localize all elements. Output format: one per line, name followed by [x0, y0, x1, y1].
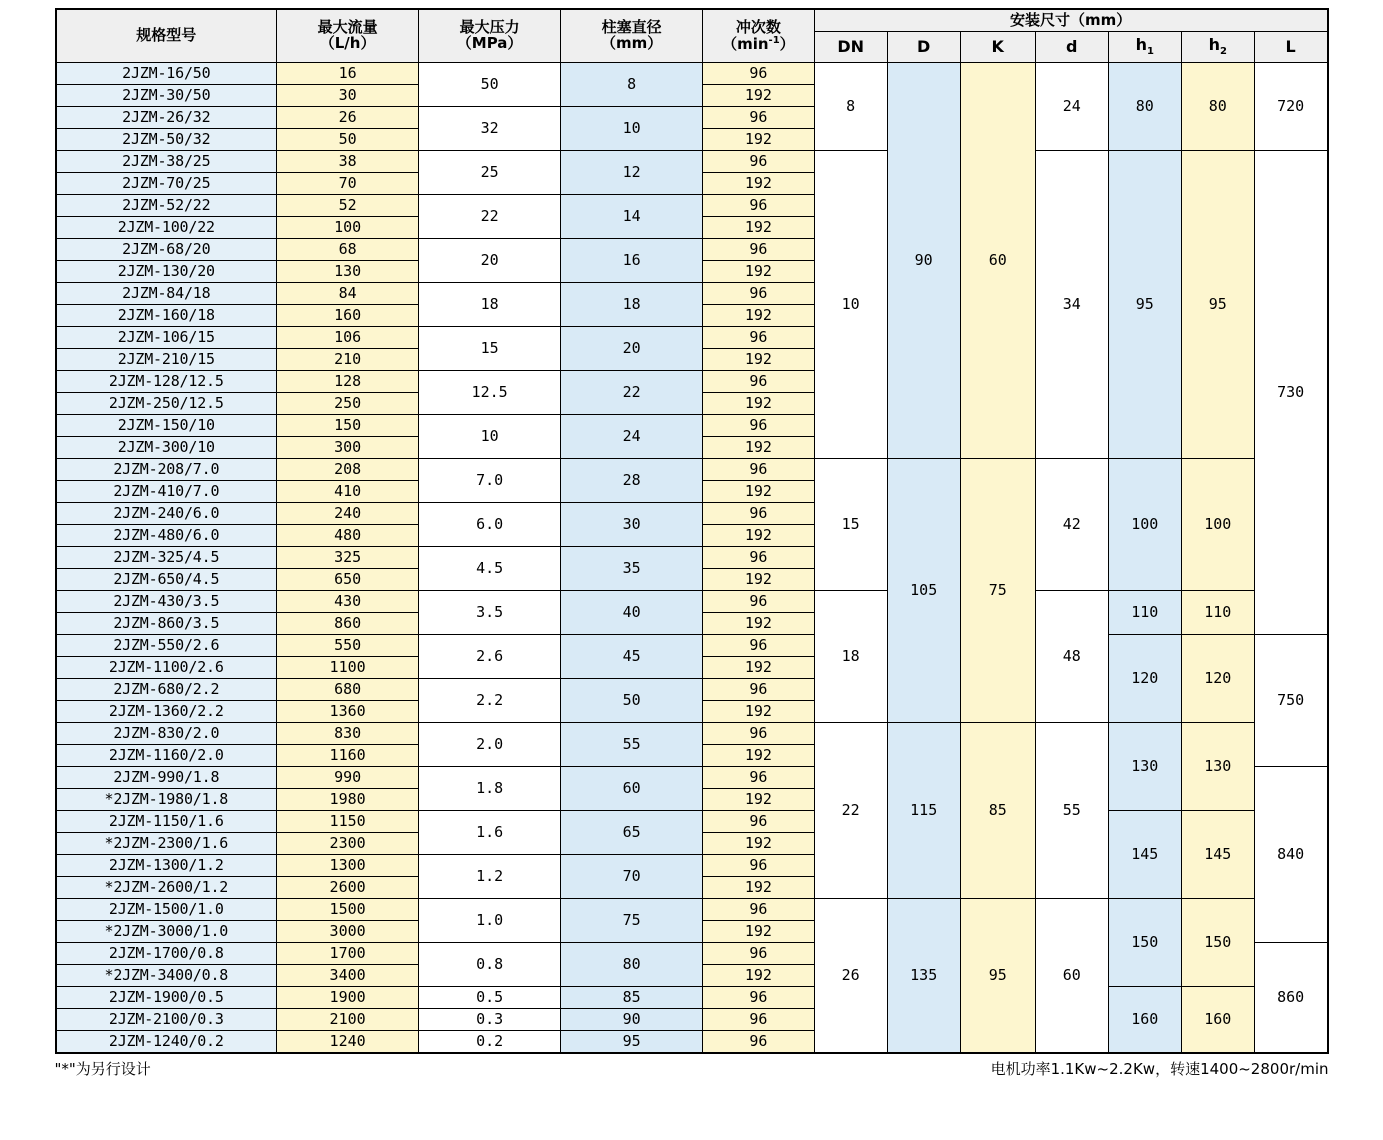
cell-d: 115 [887, 723, 960, 899]
cell-model: 2JZM-130/20 [56, 261, 277, 283]
cell-max-flow: 480 [277, 525, 419, 547]
cell-k: 85 [960, 723, 1035, 899]
cell-dn: 10 [814, 151, 887, 459]
col-header-max-pressure [419, 9, 561, 63]
cell-model: 2JZM-52/22 [56, 195, 277, 217]
cell-max-flow: 410 [277, 481, 419, 503]
cell-model: 2JZM-250/12.5 [56, 393, 277, 415]
cell-model: 2JZM-1150/1.6 [56, 811, 277, 833]
col-header-max-flow-line1: 最大流量 [317, 18, 378, 37]
cell-max-pressure: 20 [419, 239, 561, 283]
cell-stroke-count: 96 [703, 591, 815, 613]
cell-model: 2JZM-100/22 [56, 217, 277, 239]
cell-max-flow: 2100 [277, 1009, 419, 1031]
cell-max-flow: 1300 [277, 855, 419, 877]
cell-model: 2JZM-68/20 [56, 239, 277, 261]
table-row [56, 811, 1328, 833]
cell-max-flow: 68 [277, 239, 419, 261]
cell-d-small: 34 [1035, 151, 1108, 459]
cell-stroke-count: 192 [703, 921, 815, 943]
cell-max-pressure: 6.0 [419, 503, 561, 547]
cell-stroke-count: 96 [703, 679, 815, 701]
cell-h2: 160 [1181, 987, 1254, 1054]
cell-stroke-count: 192 [703, 261, 815, 283]
col-header-d: D [887, 32, 960, 63]
cell-model: 2JZM-430/3.5 [56, 591, 277, 613]
cell-l: 730 [1254, 151, 1327, 635]
cell-l: 720 [1254, 63, 1327, 151]
cell-model: 2JZM-1900/0.5 [56, 987, 277, 1009]
cell-h1: 110 [1108, 591, 1181, 635]
cell-max-flow: 1100 [277, 657, 419, 679]
cell-plunger-diameter: 45 [561, 635, 703, 679]
cell-model: 2JZM-2100/0.3 [56, 1009, 277, 1031]
cell-stroke-count: 96 [703, 327, 815, 349]
cell-max-flow: 38 [277, 151, 419, 173]
cell-stroke-count: 96 [703, 987, 815, 1009]
col-header-k: K [960, 32, 1035, 63]
cell-model: 2JZM-70/25 [56, 173, 277, 195]
cell-model: 2JZM-1100/2.6 [56, 657, 277, 679]
cell-model: 2JZM-1500/1.0 [56, 899, 277, 921]
cell-plunger-diameter: 75 [561, 899, 703, 943]
table-row [56, 63, 1328, 85]
cell-plunger-diameter: 14 [561, 195, 703, 239]
cell-stroke-count: 192 [703, 393, 815, 415]
cell-max-flow: 240 [277, 503, 419, 525]
cell-d-small: 24 [1035, 63, 1108, 151]
cell-plunger-diameter: 95 [561, 1031, 703, 1054]
cell-max-pressure: 18 [419, 283, 561, 327]
cell-stroke-count: 96 [703, 283, 815, 305]
col-header-stroke-exponent: -1 [768, 34, 780, 46]
cell-max-flow: 84 [277, 283, 419, 305]
cell-h1: 120 [1108, 635, 1181, 723]
cell-plunger-diameter: 90 [561, 1009, 703, 1031]
cell-d: 90 [887, 63, 960, 459]
cell-max-pressure: 0.8 [419, 943, 561, 987]
cell-max-pressure: 4.5 [419, 547, 561, 591]
cell-k: 75 [960, 459, 1035, 723]
cell-max-flow: 2600 [277, 877, 419, 899]
cell-h1: 160 [1108, 987, 1181, 1054]
cell-dn: 18 [814, 591, 887, 723]
cell-plunger-diameter: 80 [561, 943, 703, 987]
cell-stroke-count: 192 [703, 349, 815, 371]
cell-dn: 8 [814, 63, 887, 151]
cell-plunger-diameter: 8 [561, 63, 703, 107]
cell-plunger-diameter: 30 [561, 503, 703, 547]
cell-max-flow: 325 [277, 547, 419, 569]
cell-stroke-count: 192 [703, 965, 815, 987]
cell-stroke-count: 96 [703, 1031, 815, 1054]
col-header-max-flow [277, 9, 419, 63]
cell-d: 105 [887, 459, 960, 723]
table-row [56, 987, 1328, 1009]
cell-max-flow: 1160 [277, 745, 419, 767]
cell-stroke-count: 96 [703, 943, 815, 965]
cell-model: 2JZM-128/12.5 [56, 371, 277, 393]
col-header-stroke-line2: （min [722, 34, 769, 53]
cell-model: *2JZM-2300/1.6 [56, 833, 277, 855]
cell-l: 840 [1254, 767, 1327, 943]
cell-plunger-diameter: 65 [561, 811, 703, 855]
col-header-plunger-line2: （mm） [600, 34, 663, 52]
cell-h2: 120 [1181, 635, 1254, 723]
cell-plunger-diameter: 22 [561, 371, 703, 415]
col-header-plunger-line1: 柱塞直径 [601, 18, 662, 37]
cell-model: 2JZM-300/10 [56, 437, 277, 459]
cell-max-pressure: 7.0 [419, 459, 561, 503]
cell-h1: 130 [1108, 723, 1181, 811]
col-header-max-pressure-line1: 最大压力 [459, 18, 520, 37]
cell-stroke-count: 96 [703, 195, 815, 217]
cell-dn: 26 [814, 899, 887, 1054]
cell-max-pressure: 2.2 [419, 679, 561, 723]
cell-stroke-count: 96 [703, 547, 815, 569]
cell-plunger-diameter: 18 [561, 283, 703, 327]
cell-max-pressure: 22 [419, 195, 561, 239]
cell-max-pressure: 0.2 [419, 1031, 561, 1054]
cell-h2: 95 [1181, 151, 1254, 459]
cell-max-flow: 1900 [277, 987, 419, 1009]
cell-model: 2JZM-210/15 [56, 349, 277, 371]
col-header-d-small: d [1035, 32, 1108, 63]
cell-model: 2JZM-106/15 [56, 327, 277, 349]
cell-stroke-count: 96 [703, 767, 815, 789]
cell-stroke-count: 192 [703, 217, 815, 239]
cell-stroke-count: 192 [703, 657, 815, 679]
cell-max-flow: 3400 [277, 965, 419, 987]
cell-max-flow: 208 [277, 459, 419, 481]
cell-max-pressure: 25 [419, 151, 561, 195]
cell-stroke-count: 192 [703, 701, 815, 723]
cell-model: 2JZM-550/2.6 [56, 635, 277, 657]
cell-model: 2JZM-208/7.0 [56, 459, 277, 481]
cell-model: *2JZM-3400/0.8 [56, 965, 277, 987]
cell-max-flow: 1360 [277, 701, 419, 723]
cell-max-flow: 70 [277, 173, 419, 195]
cell-max-pressure: 3.5 [419, 591, 561, 635]
cell-plunger-diameter: 50 [561, 679, 703, 723]
cell-model: 2JZM-990/1.8 [56, 767, 277, 789]
cell-h2: 110 [1181, 591, 1254, 635]
cell-max-flow: 680 [277, 679, 419, 701]
cell-model: 2JZM-1700/0.8 [56, 943, 277, 965]
cell-h1: 150 [1108, 899, 1181, 987]
cell-dn: 15 [814, 459, 887, 591]
cell-model: 2JZM-860/3.5 [56, 613, 277, 635]
cell-stroke-count: 192 [703, 569, 815, 591]
cell-max-flow: 128 [277, 371, 419, 393]
cell-max-pressure: 10 [419, 415, 561, 459]
cell-model: 2JZM-325/4.5 [56, 547, 277, 569]
cell-l: 750 [1254, 635, 1327, 767]
cell-plunger-diameter: 20 [561, 327, 703, 371]
cell-plunger-diameter: 35 [561, 547, 703, 591]
table-row [56, 899, 1328, 921]
cell-stroke-count: 96 [703, 855, 815, 877]
table-row [56, 459, 1328, 481]
cell-model: *2JZM-2600/1.2 [56, 877, 277, 899]
table-row [56, 635, 1328, 657]
cell-max-flow: 100 [277, 217, 419, 239]
cell-max-flow: 30 [277, 85, 419, 107]
cell-stroke-count: 192 [703, 173, 815, 195]
cell-model: 2JZM-480/6.0 [56, 525, 277, 547]
cell-model: 2JZM-16/50 [56, 63, 277, 85]
cell-stroke-count: 96 [703, 107, 815, 129]
cell-max-pressure: 50 [419, 63, 561, 107]
cell-stroke-count: 96 [703, 371, 815, 393]
cell-stroke-count: 96 [703, 415, 815, 437]
cell-max-flow: 550 [277, 635, 419, 657]
cell-stroke-count: 192 [703, 481, 815, 503]
cell-model: 2JZM-240/6.0 [56, 503, 277, 525]
cell-model: 2JZM-84/18 [56, 283, 277, 305]
cell-max-pressure: 1.0 [419, 899, 561, 943]
cell-k: 95 [960, 899, 1035, 1054]
cell-stroke-count: 96 [703, 63, 815, 85]
cell-stroke-count: 192 [703, 833, 815, 855]
cell-h1: 80 [1108, 63, 1181, 151]
table-row [56, 151, 1328, 173]
cell-stroke-count: 192 [703, 877, 815, 899]
cell-stroke-count: 96 [703, 459, 815, 481]
cell-stroke-count: 192 [703, 525, 815, 547]
cell-max-flow: 210 [277, 349, 419, 371]
cell-stroke-count: 192 [703, 85, 815, 107]
col-header-l: L [1254, 32, 1327, 63]
cell-max-flow: 250 [277, 393, 419, 415]
cell-stroke-count: 96 [703, 899, 815, 921]
cell-stroke-count: 96 [703, 723, 815, 745]
cell-model: 2JZM-410/7.0 [56, 481, 277, 503]
cell-stroke-count: 96 [703, 811, 815, 833]
cell-h2: 100 [1181, 459, 1254, 591]
cell-stroke-count: 192 [703, 789, 815, 811]
cell-h2: 80 [1181, 63, 1254, 151]
cell-max-flow: 830 [277, 723, 419, 745]
cell-plunger-diameter: 55 [561, 723, 703, 767]
cell-max-flow: 106 [277, 327, 419, 349]
cell-model: 2JZM-680/2.2 [56, 679, 277, 701]
col-header-max-flow-line2: （L/h） [319, 34, 376, 52]
cell-d-small: 60 [1035, 899, 1108, 1054]
cell-plunger-diameter: 12 [561, 151, 703, 195]
cell-max-flow: 130 [277, 261, 419, 283]
cell-max-flow: 160 [277, 305, 419, 327]
cell-model: 2JZM-1160/2.0 [56, 745, 277, 767]
cell-d-small: 48 [1035, 591, 1108, 723]
cell-plunger-diameter: 70 [561, 855, 703, 899]
footnotes [55, 1058, 1329, 1079]
cell-model: 2JZM-1240/0.2 [56, 1031, 277, 1054]
col-header-stroke-line1: 冲次数 [735, 17, 781, 36]
cell-max-pressure: 0.3 [419, 1009, 561, 1031]
table-row [56, 723, 1328, 745]
cell-max-flow: 1700 [277, 943, 419, 965]
cell-dn: 22 [814, 723, 887, 899]
col-header-stroke-count [703, 9, 815, 63]
cell-model: 2JZM-650/4.5 [56, 569, 277, 591]
cell-stroke-count: 96 [703, 151, 815, 173]
cell-d-small: 42 [1035, 459, 1108, 591]
cell-plunger-diameter: 40 [561, 591, 703, 635]
cell-stroke-count: 96 [703, 239, 815, 261]
cell-model: 2JZM-150/10 [56, 415, 277, 437]
cell-d-small: 55 [1035, 723, 1108, 899]
cell-max-flow: 300 [277, 437, 419, 459]
cell-plunger-diameter: 60 [561, 767, 703, 811]
col-header-max-pressure-line2: （MPa） [456, 34, 523, 52]
cell-max-pressure: 32 [419, 107, 561, 151]
cell-max-flow: 860 [277, 613, 419, 635]
cell-plunger-diameter: 24 [561, 415, 703, 459]
col-header-h2: $h_2$ [1181, 32, 1254, 63]
col-header-plunger-diameter [561, 9, 703, 63]
cell-stroke-count: 192 [703, 745, 815, 767]
cell-max-pressure: 1.2 [419, 855, 561, 899]
cell-max-flow: 26 [277, 107, 419, 129]
cell-h1: 145 [1108, 811, 1181, 899]
cell-max-flow: 1150 [277, 811, 419, 833]
cell-model: 2JZM-1300/1.2 [56, 855, 277, 877]
cell-stroke-count: 192 [703, 437, 815, 459]
cell-max-pressure: 2.0 [419, 723, 561, 767]
cell-h1: 95 [1108, 151, 1181, 459]
cell-stroke-count: 192 [703, 129, 815, 151]
col-header-install-dimensions: 安装尺寸（mm） [814, 9, 1327, 32]
cell-plunger-diameter: 85 [561, 987, 703, 1009]
cell-max-flow: 16 [277, 63, 419, 85]
cell-stroke-count: 96 [703, 1009, 815, 1031]
cell-model: *2JZM-1980/1.8 [56, 789, 277, 811]
cell-max-pressure: 1.6 [419, 811, 561, 855]
cell-model: 2JZM-30/50 [56, 85, 277, 107]
cell-l: 860 [1254, 943, 1327, 1054]
col-header-dn: DN [814, 32, 887, 63]
col-header-h1: $h_1$ [1108, 32, 1181, 63]
cell-stroke-count: 96 [703, 503, 815, 525]
cell-max-flow: 1240 [277, 1031, 419, 1054]
cell-plunger-diameter: 16 [561, 239, 703, 283]
cell-model: 2JZM-38/25 [56, 151, 277, 173]
cell-plunger-diameter: 10 [561, 107, 703, 151]
cell-max-flow: 1980 [277, 789, 419, 811]
footnote-motor: 电机功率1.1Kw~2.2Kw，转速1400~2800r/min [990, 1060, 1329, 1078]
cell-max-pressure: 1.8 [419, 767, 561, 811]
cell-max-flow: 2300 [277, 833, 419, 855]
col-header-model: 规格型号 [56, 9, 277, 63]
cell-model: 2JZM-830/2.0 [56, 723, 277, 745]
cell-h2: 145 [1181, 811, 1254, 899]
table-body [56, 63, 1328, 1054]
cell-stroke-count: 192 [703, 305, 815, 327]
table-row [56, 591, 1328, 613]
table-header [56, 9, 1328, 63]
cell-stroke-count: 96 [703, 635, 815, 657]
cell-max-flow: 990 [277, 767, 419, 789]
cell-max-flow: 52 [277, 195, 419, 217]
cell-model: 2JZM-26/32 [56, 107, 277, 129]
cell-stroke-count: 192 [703, 613, 815, 635]
specification-table [55, 8, 1329, 1054]
col-header-stroke-line2b: ） [779, 34, 795, 53]
cell-model: 2JZM-1360/2.2 [56, 701, 277, 723]
cell-d: 135 [887, 899, 960, 1054]
cell-h1: 100 [1108, 459, 1181, 591]
cell-max-flow: 3000 [277, 921, 419, 943]
cell-max-flow: 150 [277, 415, 419, 437]
cell-max-pressure: 15 [419, 327, 561, 371]
cell-k: 60 [960, 63, 1035, 459]
cell-model: 2JZM-50/32 [56, 129, 277, 151]
cell-max-pressure: 0.5 [419, 987, 561, 1009]
cell-plunger-diameter: 28 [561, 459, 703, 503]
cell-h2: 130 [1181, 723, 1254, 811]
cell-max-flow: 1500 [277, 899, 419, 921]
cell-max-flow: 50 [277, 129, 419, 151]
cell-max-flow: 650 [277, 569, 419, 591]
cell-max-pressure: 12.5 [419, 371, 561, 415]
cell-model: *2JZM-3000/1.0 [56, 921, 277, 943]
footnote-asterisk: "*"为另行设计 [54, 1060, 151, 1078]
cell-model: 2JZM-160/18 [56, 305, 277, 327]
cell-max-flow: 430 [277, 591, 419, 613]
cell-h2: 150 [1181, 899, 1254, 987]
cell-max-pressure: 2.6 [419, 635, 561, 679]
